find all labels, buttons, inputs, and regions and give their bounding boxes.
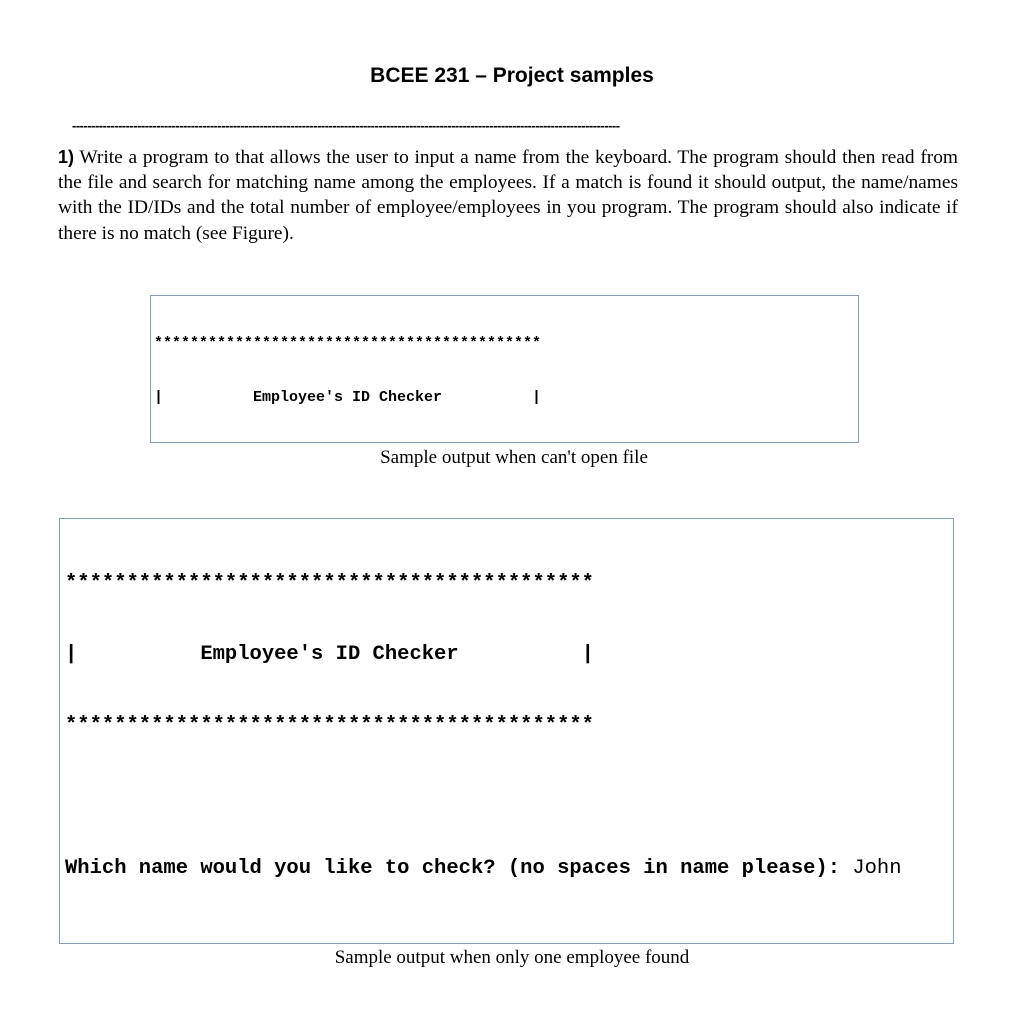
terminal-stars-top: ******************************************* <box>65 572 594 595</box>
terminal-prompt-line <box>65 856 953 881</box>
question-number: 1) <box>58 147 75 167</box>
terminal-output-file-error <box>150 295 859 443</box>
terminal-output-one-employee <box>59 518 954 944</box>
terminal-stars-bottom: ******************************************* <box>65 714 594 737</box>
page-title: BCEE 231 – Project samples <box>370 64 654 87</box>
separator-line: ----------------------------------------------------------------------------------------------------------------------------------------------- <box>72 118 620 133</box>
caption-one-employee: Sample output when only one employee found <box>334 947 690 968</box>
terminal-stars-bottom <box>154 442 858 443</box>
terminal-user-input: John <box>852 857 902 880</box>
terminal-stars-top: ******************************************* <box>154 335 542 352</box>
question-text: Write a program to that allows the user to input a name from the keyboard. The program should then read from the file and search for matching name among the employees. If a match is found it should output, the name/names with the ID/IDs and the total number of employee/employees in you program. The program should also indicate if there is no match (see Figure). <box>58 147 959 244</box>
terminal-header: | Employee's ID Checker | <box>154 389 542 406</box>
terminal-prompt: Which name would you like to check? (no spaces in name please): <box>65 857 853 880</box>
terminal-header: | Employee's ID Checker | <box>65 643 594 666</box>
question-paragraph <box>58 145 958 246</box>
caption-file-error: Sample output when can't open file <box>380 447 648 468</box>
